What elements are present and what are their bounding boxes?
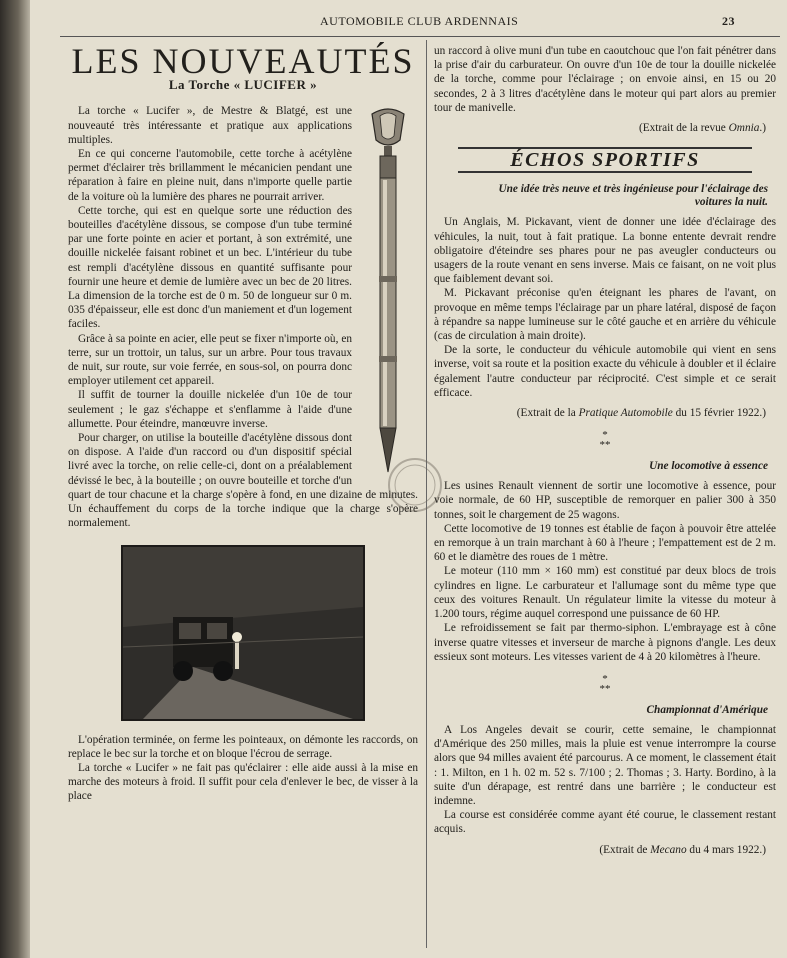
source-omnia: (Extrait de la revue Omnia.) [638, 122, 766, 135]
paragraph: Le refroidissement se fait par thermo-siphon. L'embrayage est à cône inverse quatre vitesses et inverseur de marche à pignons d'angle. Les deux essieux sont moteurs. Les vitesses varient de 4 à 20 kilomètres à l'heure. [434, 622, 776, 663]
section-title-nouveautes: LES NOUVEAUTÉS [71, 41, 415, 81]
paragraph: Grâce à sa pointe en acier, elle peut se fixer n'importe où, en terre, sur un trottoir, un talus, sur un arbre. Pour tous travaux de nuit, sur route, sur voie ferrée, en sous-sol, on pourra donc employer utilement cet appareil. [68, 332, 352, 388]
paragraph: La torche « Lucifer » ne fait pas qu'éclairer : elle aide aussi à la mise en marche des moteurs à froid. Il suffit pour cela d'enlever le bec, de visser à la place [68, 761, 418, 803]
paragraph: La course est considérée comme ayant été courue, le classement restant acquis. [434, 809, 776, 836]
article-title-torche: La Torche « LUCIFER » [168, 77, 318, 93]
section-title-echos-sportifs: ÉCHOS SPORTIFS [458, 147, 752, 173]
article-title-locomotive: Une locomotive à essence [649, 460, 768, 473]
paragraph: Le moteur (110 mm × 160 mm) est constitué par deux blocs de trois cylindres en ligne. Le carburateur et l'allumage sont du même type que ceux des voitures Renault. Un régulateur limite la vitesse du moteur à 1.200 tours, régime auquel correspond une puissance de 60 HP. [434, 565, 776, 621]
paragraph: L'opération terminée, on ferme les pointeaux, on démonte les raccords, on replace le bec sur la torche et on bloque l'écrou de serrage. [68, 733, 418, 760]
magazine-page [30, 0, 787, 958]
page-header [30, 14, 787, 34]
paragraph: Cette locomotive de 19 tonnes est établie de façon à pouvoir être attelée en remorque à un train marchant à 60 à l'heure ; l'empattement est de 2 m. 60 et le diamètre des roues de 1 mètre. [434, 522, 776, 564]
asterism-divider: * ** [599, 672, 611, 695]
continuation-paragraph: un raccord à olive muni d'un tube en caoutchouc que l'on fait pénétrer dans la prise d'air du carburateur. On ouvre d'un 10e de tour la douille nickelée de la torche, comme pour l'éclairage ; on envoie ainsi, en 15 ou 20 secondes, 2 à 3 litres d'acétylène dans le moteur qui part alors au premier tour de manivelle. [434, 45, 776, 114]
paragraph: De la sorte, le conducteur du véhicule automobile qui vient en sens inverse, voit sa route et la position exacte du véhicule à doubler et il éclaire également l'autre conducteur par réciprocité. C'est simple et ce serait efficace. [434, 344, 776, 399]
header-rule [60, 36, 780, 37]
article-title-championnat: Championnat d'Amérique [646, 703, 768, 716]
torch-illustration [358, 106, 418, 476]
paragraph: Un Anglais, M. Pickavant, vient de donner une idée d'éclairage des véhicules, la nuit, tout à fait pratique. La bonne entente devrait rendre obligatoire d'éteindre ses phares pour ne pas aveugler conducteurs ou usagers de la route venant en sens inverse. Mais ce faisant, on ne voit plus que faiblement devant soi. [434, 216, 776, 286]
page-number: 23 [722, 14, 735, 28]
paragraph: A Los Angeles devait se courir, cette semaine, le championnat d'Amérique des 250 milles, mais la pluie est venue interrompre la course alors que 94 milles avaient été parcourus. A ce moment, le classement était : 1. Milton, en 1 h. 02 m. 52 s. 7/100 ; 2. Thomas ; 3. Harty. Bordino, à la suite d'un dérapage, est rentré dans une barrière ; le conducteur est indemne. [434, 723, 776, 807]
running-title: AUTOMOBILE CLUB ARDENNAIS [320, 14, 519, 28]
night-car-photo [121, 545, 365, 721]
paragraph: Les usines Renault viennent de sortir une locomotive à essence, pour voie normale, de 60 HP, susceptible de remorquer en palier 300 à 350 tonnes, soit le chargement de 25 wagons. [434, 480, 776, 521]
book-binding [0, 0, 30, 958]
article-title-eclairage: Une idée très neuve et très ingénieuse pour l'éclairage des voitures la nuit. [498, 183, 768, 209]
paragraph: La torche « Lucifer », de Mestre & Blatgé, est une nouveauté très intéressante et pratique aux applications multiples. [68, 105, 352, 146]
right-column [434, 44, 776, 857]
paragraph: Pour charger, on utilise la bouteille d'acétylène dissous dont on dispose. A l'aide d'un raccord ou d'un dispositif spécial livré avec la torche, on relie celle-ci, dont on a préalablement dévissé le bec, à la bouteille ; on ouvre bouteille et torche d'un quart de tour chacune et la charge s'opère à fond, en une dizaine de minutes. Un échauffement du corps de la torche indique que la charge s'opère normalement. [68, 432, 418, 530]
paragraph: Cette torche, qui est en quelque sorte une réduction des bouteilles d'acétylène dissous, se compose d'un tube terminé par une forte pointe en acier et portant, à son extrémité, une douille nickelée faisant robinet et un bec. L'intérieur du tube est rempli d'acétylène dissous en quantité suffisante pour fournir une heure et demie de lumière avec un bec de 20 litres. La dimension de la torche est de 0 m. 50 de longueur sur 0 m. 035 d'épaisseur, elle est donc d'un maniement et d'un logement faciles. [68, 204, 352, 331]
paragraph: En ce qui concerne l'automobile, cette torche à acétylène permet d'éclairer très brillamment le mécanicien pendant une réparation à faire en pleine nuit, dans n'importe quelle partie de la voiture où la lumière des phares ne pourrait arriver. [68, 148, 352, 203]
paragraph: Il suffit de tourner la douille nickelée d'un 10e de tour seulement ; le gaz s'échappe et s'enflamme à l'aide d'une allumette. Pour éteindre, manœuvre inverse. [68, 389, 352, 430]
asterism-divider: * ** [599, 429, 611, 452]
left-column [68, 41, 418, 804]
source-pratique-automobile: (Extrait de la Pratique Automobile du 15 février 1922.) [516, 407, 766, 420]
source-mecano: (Extrait de Mecano du 4 mars 1922.) [599, 843, 766, 856]
paragraph: M. Pickavant préconise qu'en éteignant les phares de l'avant, on provoque en même temps l'éclairage par un phare latéral, disposé de façon à répandre sa nappe lumineuse sur le côté gauche et en arrière du véhicule (cas de circulation à main droite). [434, 287, 776, 343]
